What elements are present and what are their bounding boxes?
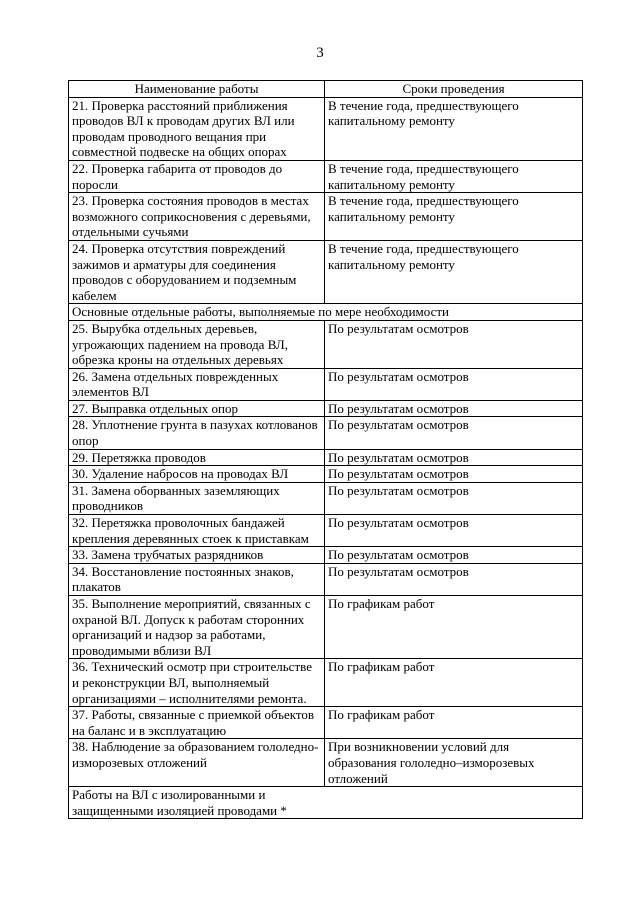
work-name-line: элементов ВЛ <box>72 384 149 400</box>
table-row <box>69 368 583 400</box>
work-name-line: проводов ВЛ к проводам других ВЛ или <box>72 113 295 129</box>
term-line: По графикам работ <box>328 707 435 723</box>
term-line: По результатам осмотров <box>328 547 469 563</box>
term-line: образования гололедно–изморозевых <box>328 754 535 770</box>
work-name-line: 38. Наблюдение за образованием гололедно- <box>72 739 319 755</box>
work-name-cell <box>69 482 325 514</box>
term-line: По результатам осмотров <box>328 449 469 465</box>
term-line: капитальному ремонту <box>328 176 455 192</box>
term-cell <box>325 320 583 368</box>
work-name-line: 30. Удаление набросов на проводах ВЛ <box>72 466 289 482</box>
table-row <box>69 400 583 417</box>
table-row <box>69 739 583 787</box>
work-name-line: 28. Уплотнение грунта в пазухах котлованов <box>72 417 318 433</box>
table-row <box>69 320 583 368</box>
work-name-cell <box>69 417 325 449</box>
table-body-periodic <box>69 97 583 304</box>
work-name-line: организациями – исполнителями ремонта. <box>72 690 307 706</box>
term-line: По результатам осмотров <box>328 320 469 336</box>
table-row <box>69 707 583 739</box>
term-cell <box>325 417 583 449</box>
term-line: По результатам осмотров <box>328 515 469 531</box>
table-row <box>69 160 583 192</box>
work-name-line: охраной ВЛ. Допуск к работам сторонних <box>72 611 305 627</box>
table-row <box>69 449 583 466</box>
work-name-line: 27. Выправка отдельных опор <box>72 400 238 416</box>
work-name-cell <box>69 97 325 160</box>
term-line: В течение года, предшествующего <box>328 160 519 176</box>
work-name-line: 34. Восстановление постоянных знаков, <box>72 563 294 579</box>
work-name-line: поросли <box>72 176 118 192</box>
work-name-line: организаций и надзор за работами, <box>72 627 266 643</box>
term-cell <box>325 400 583 417</box>
work-name-line: опор <box>72 433 99 449</box>
work-name-line: 35. Выполнение мероприятий, связанных с <box>72 596 311 611</box>
section-row <box>69 304 583 321</box>
term-cell <box>325 449 583 466</box>
work-name-cell <box>69 400 325 417</box>
table-row <box>69 563 583 595</box>
term-cell <box>325 547 583 564</box>
term-cell <box>325 466 583 483</box>
work-name-cell <box>69 547 325 564</box>
table-section <box>69 304 583 321</box>
header-work-name: Наименование работы <box>69 81 325 98</box>
term-line: По результатам осмотров <box>328 563 469 579</box>
section-title-2-line: защищенными изоляцией проводами * <box>72 802 287 818</box>
term-cell <box>325 563 583 595</box>
table-section-2 <box>69 787 583 819</box>
work-name-line: плакатов <box>72 579 121 595</box>
table-row <box>69 193 583 241</box>
work-name-line: и реконструкции ВЛ, выполняемый <box>72 674 270 690</box>
table-row <box>69 417 583 449</box>
term-line: капитальному ремонту <box>328 256 455 272</box>
term-cell <box>325 482 583 514</box>
work-name-line: угрожающих падением на провода ВЛ, <box>72 336 288 352</box>
table-row <box>69 482 583 514</box>
term-cell <box>325 707 583 739</box>
work-name-line: отдельными сучьями <box>72 224 189 240</box>
term-cell <box>325 240 583 303</box>
work-name-cell <box>69 739 325 787</box>
section-title-2 <box>69 787 583 819</box>
work-name-cell <box>69 707 325 739</box>
table-row <box>69 596 583 659</box>
work-name-line: изморозевых отложений <box>72 754 207 770</box>
work-name-cell <box>69 320 325 368</box>
work-name-line: кабелем <box>72 287 117 303</box>
table-header-row <box>69 81 583 98</box>
header-terms: Сроки проведения <box>325 81 583 98</box>
term-line: По результатам осмотров <box>328 417 469 433</box>
work-name-line: возможного соприкосновения с деревьями, <box>72 208 311 224</box>
work-name-line: 32. Перетяжка проволочных бандажей <box>72 515 285 531</box>
work-name-cell <box>69 368 325 400</box>
term-line: По графикам работ <box>328 596 435 611</box>
term-line: По графикам работ <box>328 659 435 675</box>
work-name-line: 25. Вырубка отдельных деревьев, <box>72 320 258 336</box>
table-row <box>69 515 583 547</box>
term-cell <box>325 515 583 547</box>
term-cell <box>325 193 583 241</box>
work-name-line: на баланс и в эксплуатацию <box>72 722 227 738</box>
term-cell <box>325 160 583 192</box>
section-title: Основные отдельные работы, выполняемые по мере необходимости <box>69 304 583 321</box>
work-name-line: зажимов и арматуры для соединения <box>72 256 276 272</box>
work-name-line: 21. Проверка расстояний приближения <box>72 97 288 113</box>
table-row <box>69 97 583 160</box>
work-name-line: проводам проводного вещания при <box>72 128 267 144</box>
work-name-line: проводов с оборудованием и подземным <box>72 272 297 288</box>
work-name-line: обрезка кроны на отдельных деревьях <box>72 352 284 368</box>
table-body-as-needed <box>69 320 583 786</box>
work-name-line: проводимыми вблизи ВЛ <box>72 642 212 658</box>
term-line: В течение года, предшествующего <box>328 97 519 113</box>
work-name-cell <box>69 449 325 466</box>
work-name-line: 33. Замена трубчатых разрядников <box>72 547 264 563</box>
work-name-line: 22. Проверка габарита от проводов до <box>72 160 283 176</box>
term-line: отложений <box>328 770 388 786</box>
work-name-cell <box>69 240 325 303</box>
term-line: капитальному ремонту <box>328 113 455 129</box>
term-cell <box>325 739 583 787</box>
work-name-line: крепления деревянных стоек к приставкам <box>72 530 309 546</box>
work-name-cell <box>69 515 325 547</box>
works-table <box>68 80 583 819</box>
term-line: По результатам осмотров <box>328 466 469 482</box>
work-name-cell <box>69 193 325 241</box>
term-line: По результатам осмотров <box>328 368 469 384</box>
work-name-line: 23. Проверка состояния проводов в местах <box>72 193 309 209</box>
work-name-cell <box>69 160 325 192</box>
term-line: При возникновении условий для <box>328 739 510 755</box>
work-name-line: 24. Проверка отсутствия повреждений <box>72 240 286 256</box>
work-name-line: 29. Перетяжка проводов <box>72 449 206 465</box>
term-line: В течение года, предшествующего <box>328 240 519 256</box>
work-name-cell <box>69 596 325 659</box>
term-line: капитальному ремонту <box>328 208 455 224</box>
term-cell <box>325 596 583 659</box>
work-name-line: проводников <box>72 498 143 514</box>
table-row <box>69 240 583 303</box>
term-cell <box>325 659 583 707</box>
work-name-line: 37. Работы, связанные с приемкой объектов <box>72 707 315 723</box>
work-name-cell <box>69 563 325 595</box>
page-number: 3 <box>316 45 324 61</box>
work-name-line: 36. Технический осмотр при строительстве <box>72 659 312 675</box>
work-name-cell <box>69 659 325 707</box>
section-title-2-line: Работы на ВЛ с изолированными и <box>72 787 266 803</box>
term-cell <box>325 97 583 160</box>
term-line: В течение года, предшествующего <box>328 193 519 209</box>
table-row <box>69 466 583 483</box>
table-row <box>69 547 583 564</box>
section-row-2 <box>69 787 583 819</box>
term-cell <box>325 368 583 400</box>
work-name-line: 31. Замена оборванных заземляющих <box>72 482 280 498</box>
work-name-line: совместной подвеске на общих опорах <box>72 144 287 160</box>
work-name-cell <box>69 466 325 483</box>
term-line: По результатам осмотров <box>328 400 469 416</box>
work-name-line: 26. Замена отдельных поврежденных <box>72 368 279 384</box>
table-row <box>69 659 583 707</box>
term-line: По результатам осмотров <box>328 482 469 498</box>
